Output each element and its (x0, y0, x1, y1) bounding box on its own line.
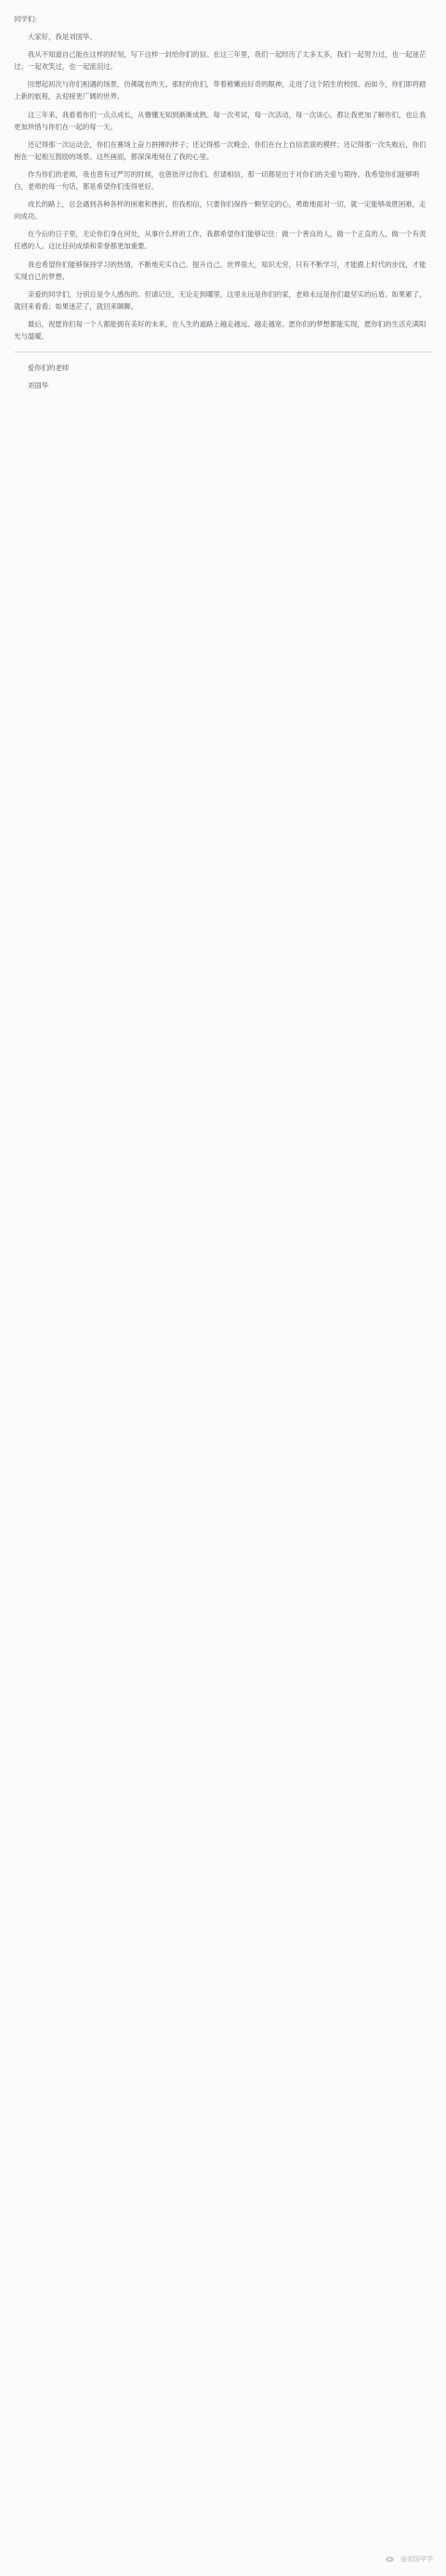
brand-text: @刘国华学 (400, 2556, 433, 2563)
letter-paragraph: 回想起初次与你们相遇的场景，仿佛就在昨天。那时的你们，带着稚嫩而好奇的眼神，走进了这个陌生的校园。而如今，你们即将踏上新的旅程，去迎接更广阔的世界。 (14, 80, 426, 101)
letter-paragraph: 作为你们的老师，我也曾有过严厉的时候，也曾批评过你们。但请相信，那一切都是出于对你们的关爱与期待。我希望你们能够明白，老师的每一句话，都是希望你们变得更好。 (14, 169, 420, 192)
letter-signoff: 爱你们的老师 (27, 364, 70, 373)
letter-greeting: 同学们： (14, 15, 42, 23)
letter-paragraph: 大家好，我是刘国华。 (27, 33, 97, 42)
weibo-brand (385, 2555, 433, 2564)
weibo-icon (385, 2555, 396, 2564)
letter-paragraph: 成长的路上，总会遇到各种各样的困难和挫折。但我相信，只要你们保持一颗坚定的心，勇敢地面对一切，就一定能够战胜困难，走向成功。 (14, 200, 426, 221)
letter-paragraph: 我从不知道自己能在这样的时刻，写下这样一封给你们的信。在这三年里，我们一起经历了太多太多，我们一起努力过，也一起迷茫过；一起欢笑过，也一起流泪过。 (14, 50, 426, 72)
letter-content (14, 13, 432, 397)
letter-paragraph: 这三年来，我看着你们一点点成长，从懵懂无知到渐渐成熟。每一次考试，每一次活动，每一次谈心，都让我更加了解你们，也让我更加珍惜与你们在一起的每一天。 (14, 110, 426, 131)
letter-signature: 刘国华 (27, 381, 48, 391)
letter-paragraph: 最后，祝愿你们每一个人都能拥有美好的未来，在人生的道路上越走越远、越走越宽。愿你们的梦想都能实现，愿你们的生活充满阳光与温暖。 (14, 319, 426, 340)
letter-paragraph: 还记得那一次运动会，你们在赛场上奋力拼搏的样子；还记得那一次晚会，你们在台上自信表演的模样；还记得那一次失败后，你们抱在一起相互鼓励的场景。这些画面，都深深地刻在了我的心里。 (14, 139, 426, 161)
letter-paragraph: 我也希望你们能够保持学习的热情，不断地充实自己、提升自己。世界很大，知识无穷，只有不断学习，才能跟上时代的步伐，才能实现自己的梦想。 (14, 259, 426, 281)
letter-paragraph: 在今后的日子里，无论你们身在何处，从事什么样的工作，我都希望你们能够记住：做一个善良的人，做一个正直的人，做一个有责任感的人。这比任何成绩和荣誉都更加重要。 (14, 230, 426, 251)
letter-paragraph: 亲爱的同学们，分别总是令人感伤的。但请记住，无论走到哪里，这里永远是你们的家，老师永远是你们最坚实的后盾。如果累了，就回来看看；如果迷茫了，就回来聊聊。 (14, 289, 426, 311)
